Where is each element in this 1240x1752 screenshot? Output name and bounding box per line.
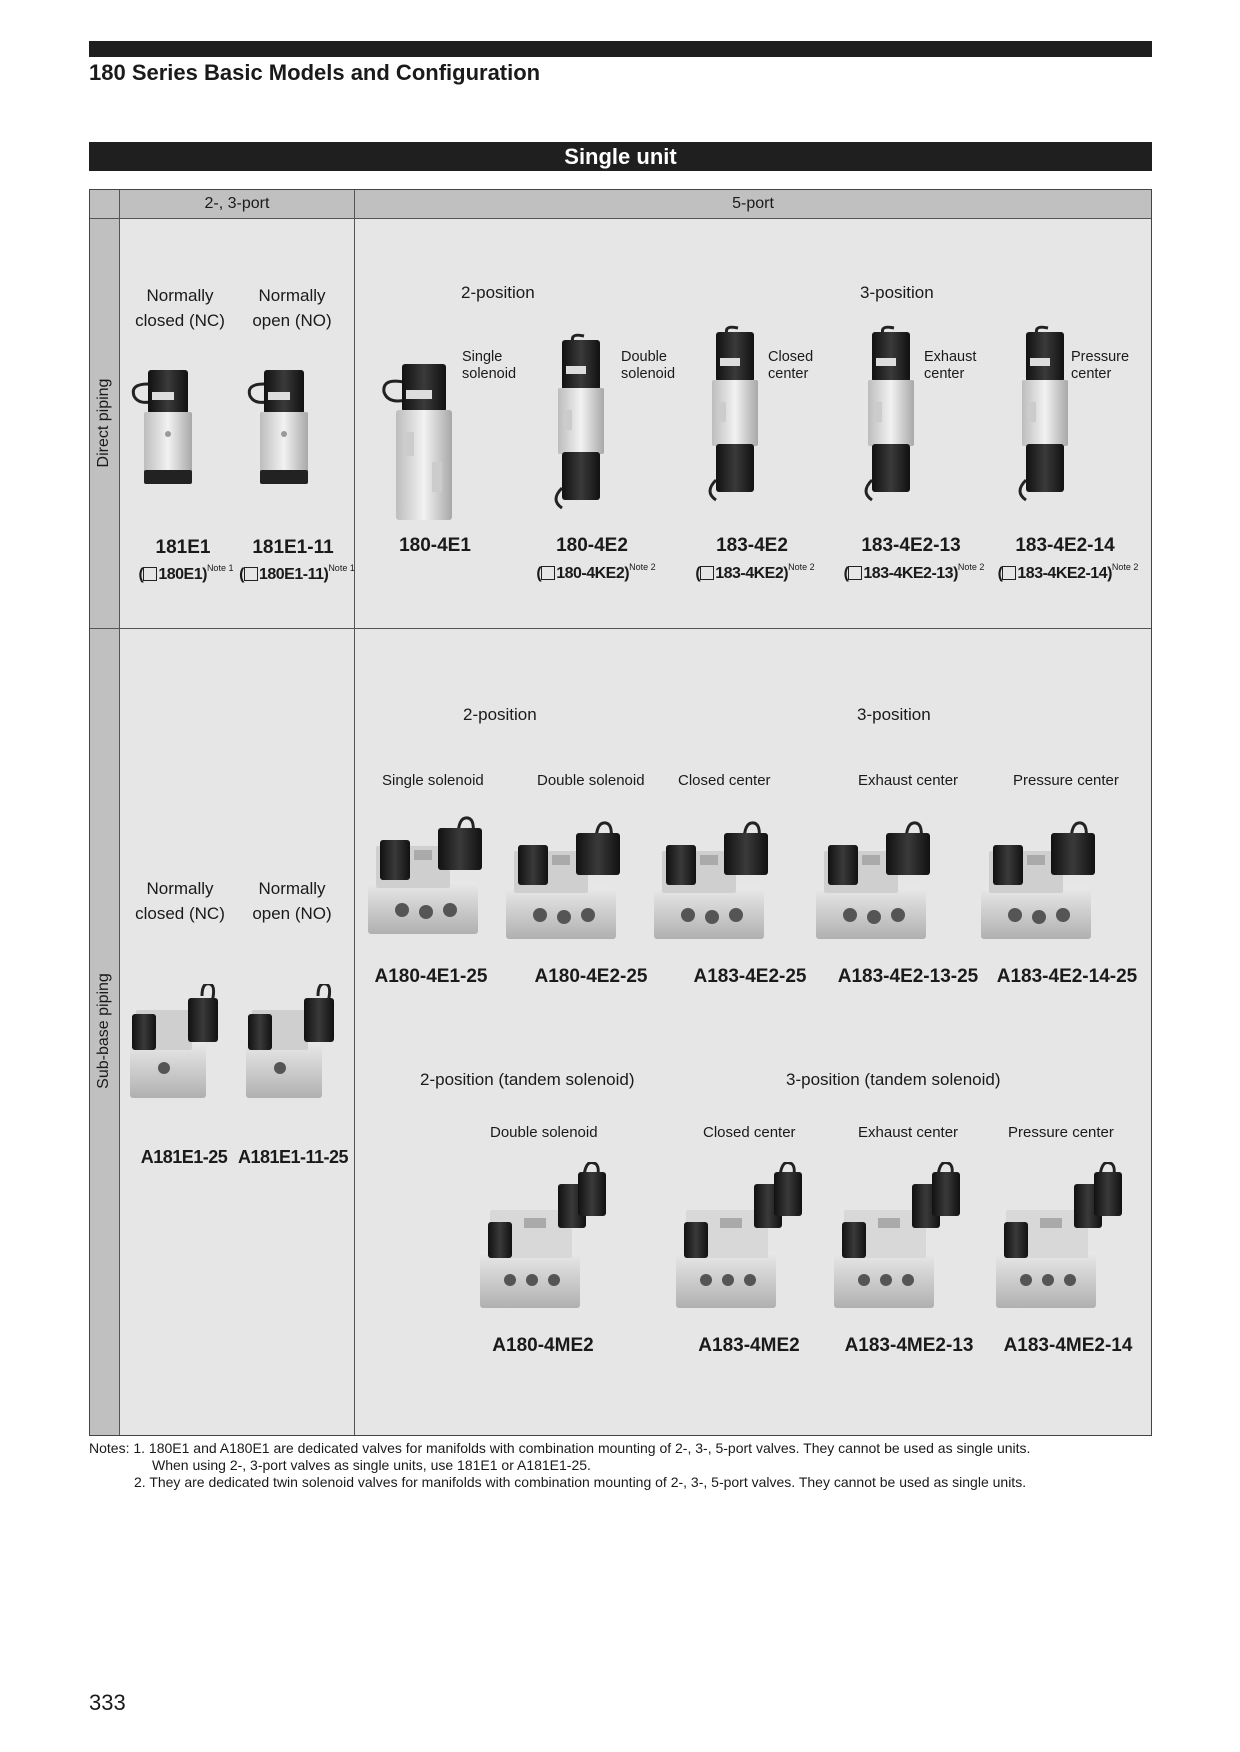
alt-model-183-4ke2-14: ( 183-4KE2-14)$^{Note 2}$	[997, 562, 1139, 582]
model-a183-4e2-14-25: A183-4E2-14-25	[996, 966, 1138, 987]
valve-a183-4e2-14-25-image	[975, 815, 1125, 945]
page-number: 333	[89, 1690, 126, 1715]
label-single-solenoid: Single solenoid	[462, 349, 517, 382]
row-label-direct-piping: Direct piping	[95, 378, 112, 468]
model-a183-4me2-14: A183-4ME2-14	[1003, 1335, 1133, 1356]
label-normally-closed: Normally closed (NC)	[135, 286, 225, 330]
label-subbase-pressure-center: Pressure center	[1013, 772, 1119, 789]
model-a180-4e2-25: A180-4E2-25	[534, 966, 648, 987]
label-tandem-closed-center: Closed center	[703, 1124, 796, 1141]
label-3-position-tandem: 3-position (tandem solenoid)	[786, 1070, 1001, 1089]
note-2: 2. They are dedicated twin solenoid valves for manifolds with combination mounting of 2-, 3-, 5-port valves. They cannot be used as single units.	[134, 1474, 1027, 1490]
label-exhaust-center: Exhaust center	[924, 349, 977, 382]
notes	[89, 1440, 1030, 1491]
column-header-2-3-port: 2-, 3-port	[204, 195, 270, 212]
model-183-4e2-13: 183-4E2-13	[861, 535, 961, 556]
model-a183-4me2-13: A183-4ME2-13	[844, 1335, 974, 1356]
label-tandem-exhaust-center: Exhaust center	[858, 1124, 959, 1141]
page-title: 180 Series Basic Models and Configuration	[89, 60, 541, 85]
valve-a180-4me2-image	[474, 1162, 614, 1322]
valve-181e1-image	[128, 362, 208, 492]
valve-180-4e2-image	[536, 330, 626, 510]
label-2-position-tandem: 2-position (tandem solenoid)	[420, 1070, 635, 1089]
valve-183-4e2-image	[690, 322, 780, 502]
valve-a183-4me2-14-image	[990, 1162, 1130, 1322]
alt-model-183-4ke2: ( 183-4KE2)$^{Note 2}$	[695, 562, 815, 582]
valve-a180-4e2-25-image	[500, 815, 650, 945]
model-a183-4e2-13-25: A183-4E2-13-25	[837, 966, 979, 987]
valve-a183-4e2-25-image	[648, 815, 798, 945]
divider	[90, 218, 1151, 219]
note-1-continued: When using 2-, 3-port valves as single units, use 181E1 or A181E1-25.	[152, 1457, 591, 1473]
header-bar	[89, 41, 1152, 57]
valve-a183-4me2-13-image	[828, 1162, 968, 1322]
valve-a180-4e1-25-image	[362, 810, 492, 940]
label-subbase-exhaust-center: Exhaust center	[858, 772, 959, 789]
label-subbase-normally-open: Normally open (NO)	[252, 879, 332, 923]
valve-a183-4e2-13-25-image	[810, 815, 960, 945]
valve-181e1-11-image	[244, 362, 324, 492]
model-a181e1-25: A181E1-25	[140, 1147, 228, 1167]
valve-a181e1-11-25-image	[240, 984, 340, 1104]
valve-183-4e2-14-image	[1000, 322, 1090, 502]
label-tandem-double-solenoid: Double solenoid	[490, 1124, 598, 1141]
divider	[90, 628, 1151, 629]
model-181e1: 181E1	[155, 537, 211, 558]
label-subbase-closed-center: Closed center	[678, 772, 771, 789]
alt-model-180e1-11: ( 180E1-11)$^{Note 1}$	[239, 563, 355, 583]
note-1: Notes: 1. 180E1 and A180E1 are dedicated valves for manifolds with combination mounting of 2-, 3-, 5-port valves. They cannot be used as single units.	[89, 1440, 1031, 1456]
divider	[119, 190, 120, 1435]
model-a180-4e1-25: A180-4E1-25	[374, 966, 488, 987]
valve-a181e1-25-image	[124, 984, 224, 1104]
label-normally-open: Normally open (NO)	[252, 286, 332, 330]
model-a181e1-11-25: A181E1-11-25	[237, 1147, 349, 1167]
model-183-4e2: 183-4E2	[716, 535, 788, 556]
label-subbase-3-position: 3-position	[857, 705, 931, 724]
label-subbase-double-solenoid: Double solenoid	[537, 772, 645, 789]
label-double-solenoid: Double solenoid	[621, 349, 676, 382]
label-tandem-pressure-center: Pressure center	[1008, 1124, 1114, 1141]
label-3-position: 3-position	[860, 283, 934, 302]
valve-180-4e1-image	[376, 352, 466, 524]
alt-model-183-4ke2-13: ( 183-4KE2-13)$^{Note 2}$	[843, 562, 985, 582]
label-closed-center: Closed center	[768, 349, 814, 382]
row-label-subbase-piping: Sub-base piping	[95, 973, 112, 1089]
label-subbase-2-position: 2-position	[463, 705, 537, 724]
model-a183-4me2: A183-4ME2	[698, 1335, 800, 1356]
valve-a183-4me2-image	[670, 1162, 810, 1322]
alt-model-180e1: ( 180E1)$^{Note 1}$	[138, 563, 234, 583]
label-subbase-normally-closed: Normally closed (NC)	[135, 879, 225, 923]
label-pressure-center: Pressure center	[1071, 349, 1130, 382]
label-subbase-single-solenoid: Single solenoid	[382, 772, 484, 789]
model-183-4e2-14: 183-4E2-14	[1015, 535, 1115, 556]
column-header-5-port: 5-port	[732, 195, 774, 212]
alt-model-180-4ke2: ( 180-4KE2)$^{Note 2}$	[536, 562, 656, 582]
valve-183-4e2-13-image	[846, 322, 936, 502]
model-180-4e2: 180-4E2	[556, 535, 628, 556]
model-a183-4e2-25: A183-4E2-25	[693, 966, 807, 987]
model-180-4e1: 180-4E1	[399, 535, 471, 556]
section-title: Single unit	[89, 142, 1152, 171]
label-2-position: 2-position	[461, 283, 535, 302]
model-181e1-11: 181E1-11	[252, 537, 334, 558]
divider	[354, 190, 355, 1435]
model-a180-4me2: A180-4ME2	[492, 1335, 594, 1356]
